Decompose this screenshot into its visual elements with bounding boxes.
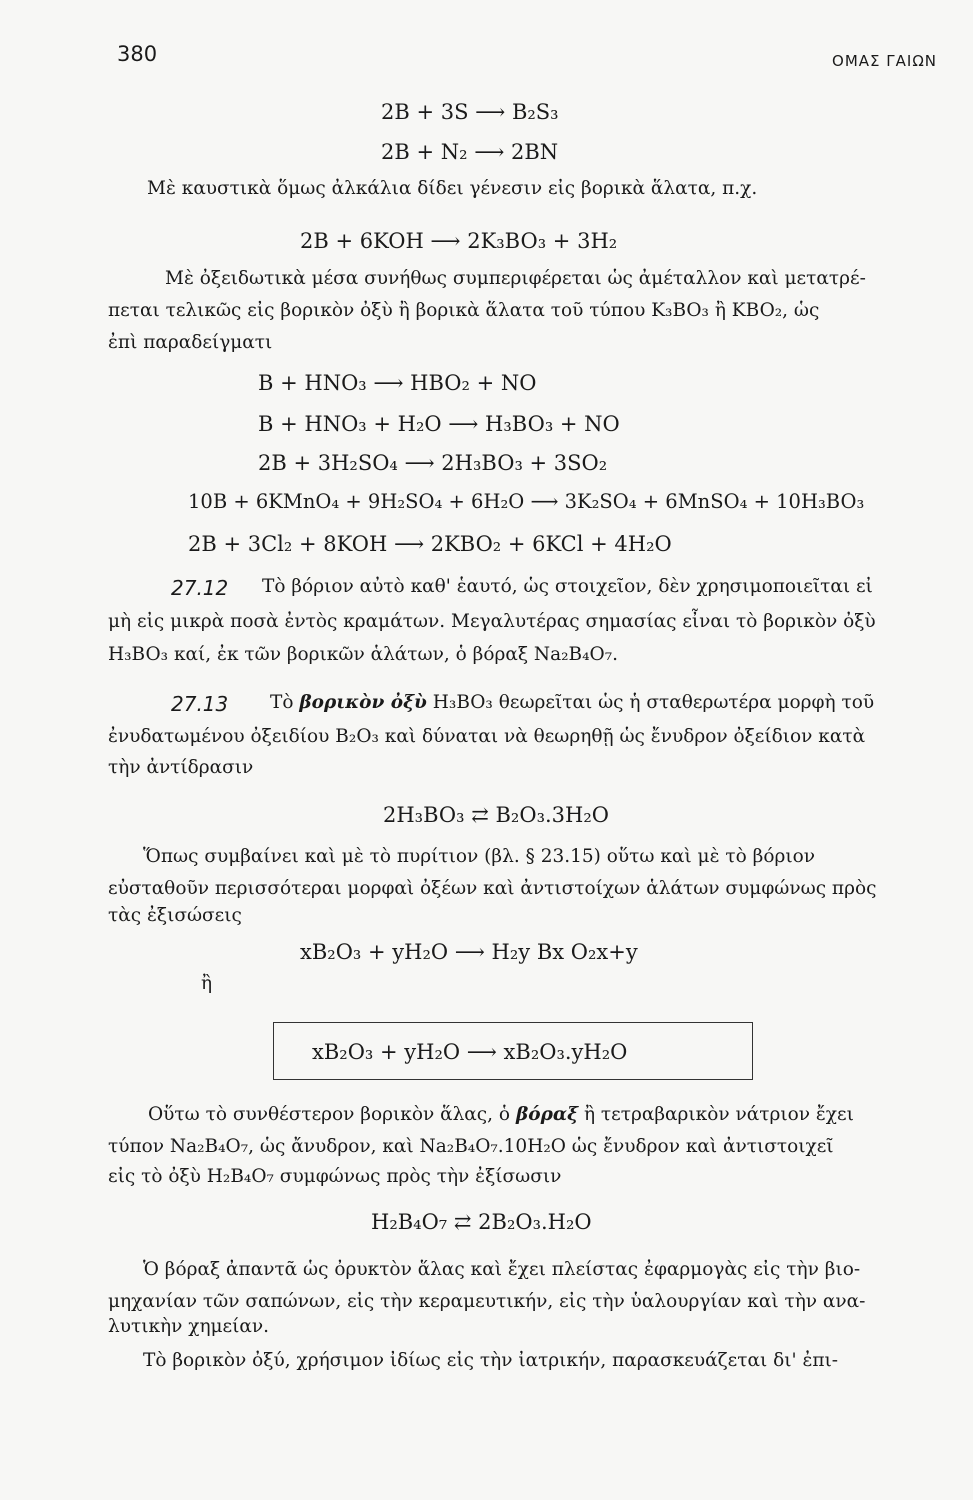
- text-line: Τὸ βορικὸν ὀξύ, χρήσιμον ἰδίως εἰς τὴν ἰατρικήν, παρασκευάζεται δι' ἐπι-: [143, 1350, 839, 1371]
- text-line: πεται τελικῶς εἰς βορικὸν ὀξὺ ἢ βορικὰ ἅλατα τοῦ τύπου K₃BO₃ ἢ KBO₂, ὡς: [108, 300, 820, 321]
- equation-9: 2H₃BO₃ ⇄ B₂O₃.3H₂O: [383, 803, 609, 827]
- equation-8: 2B + 3Cl₂ + 8KOH ⟶ 2KBO₂ + 6KCl + 4H₂O: [188, 532, 672, 556]
- text-line: τὴν ἀντίδρασιν: [108, 757, 254, 778]
- emphasis-term: βορικὸν ὀξὺ: [299, 692, 427, 713]
- text-line: ἐνυδατωμένου ὀξειδίου B₂O₃ καὶ δύναται νὰ θεωρηθῇ ὡς ἔνυδρον ὀξείδιον κατὰ: [108, 726, 866, 747]
- section-number: 27.13: [171, 692, 229, 716]
- text-line: Ὁ βόραξ ἀπαντᾶ ὡς ὀρυκτὸν ἅλας καὶ ἔχει πλείστας ἐφαρμογὰς εἰς τὴν βιο-: [143, 1259, 861, 1280]
- equation-2: 2B + N₂ ⟶ 2BN: [381, 140, 559, 164]
- equation-11: xB₂O₃ + yH₂O ⟶ xB₂O₃.yH₂O: [312, 1040, 628, 1064]
- text-span: Οὕτω τὸ συνθέστερον βορικὸν ἅλας, ὁ: [148, 1104, 511, 1125]
- text-line: τὰς ἐξισώσεις: [108, 905, 242, 926]
- text-line: Mὲ ὀξειδωτικὰ μέσα συνήθως συμπεριφέρεται ὡς ἀμέταλλον καὶ μετατρέ-: [165, 268, 866, 289]
- text-span: Τὸ: [270, 692, 294, 713]
- text-line: [148, 1106, 854, 1125]
- text-line: ἐπὶ παραδείγματι: [108, 332, 273, 353]
- equation-12: H₂B₄O₇ ⇄ 2B₂O₃.H₂O: [371, 1210, 592, 1234]
- running-head: ΟΜΑΣ ΓΑΙΩΝ: [832, 52, 937, 70]
- equation-4: B + HNO₃ ⟶ HBO₂ + NO: [258, 371, 537, 395]
- equation-3: 2B + 6KOH ⟶ 2K₃BO₃ + 3H₂: [300, 229, 618, 253]
- equation-6: 2B + 3H₂SO₄ ⟶ 2H₃BO₃ + 3SO₂: [258, 451, 608, 475]
- text-line: εἰς τὸ ὀξὺ H₂B₄O₇ συμφώνως πρὸς τὴν ἐξίσωσιν: [108, 1166, 562, 1187]
- emphasis-term: βόραξ: [515, 1104, 579, 1125]
- text-line: Τὸ βόριον αὐτὸ καθ' ἑαυτό, ὡς στοιχεῖον, δὲν χρησιμοποιεῖται εἰ: [262, 576, 873, 597]
- equation-1: 2B + 3S ⟶ B₂S₃: [381, 100, 559, 124]
- equation-7: 10B + 6KMnO₄ + 9H₂SO₄ + 6H₂O ⟶ 3K₂SO₄ + 6MnSO₄ + 10H₃BO₃: [188, 490, 865, 513]
- text-line: [270, 694, 874, 713]
- text-line: Mὲ καυστικὰ ὅμως ἀλκάλια δίδει γένεσιν εἰς βορικὰ ἅλατα, π.χ.: [147, 178, 758, 199]
- text-line: μηχανίαν τῶν σαπώνων, εἰς τὴν κεραμευτικήν, εἰς τὴν ὑαλουργίαν καὶ τὴν ανα-: [108, 1291, 866, 1312]
- page-number: 380: [117, 42, 158, 66]
- text-line: μὴ εἰς μικρὰ ποσὰ ἐντὸς κραμάτων. Μεγαλυτέρας σημασίας εἶναι τὸ βορικὸν ὀξὺ: [108, 611, 876, 632]
- text-line: Ὅπως συμβαίνει καὶ μὲ τὸ πυρίτιον (βλ. § 23.15) οὕτω καὶ μὲ τὸ βόριον: [143, 846, 815, 867]
- or-connector: ἢ: [201, 973, 213, 994]
- text-span: ἢ τετραβαρικὸν νάτριον ἔχει: [583, 1104, 854, 1125]
- text-line: λυτικὴν χημείαν.: [108, 1316, 270, 1337]
- equation-10: xB₂O₃ + yH₂O ⟶ H₂y Bx O₂x+y: [300, 940, 638, 964]
- equation-5: B + HNO₃ + H₂O ⟶ H₃BO₃ + NO: [258, 412, 620, 436]
- text-line: τύπον Na₂B₄O₇, ὡς ἄνυδρον, καὶ Na₂B₄O₇.10H₂O ὡς ἔνυδρον καὶ ἀντιστοιχεῖ: [108, 1136, 834, 1157]
- text-span: H₃BO₃ θεωρεῖται ὡς ἡ σταθερωτέρα μορφὴ τοῦ: [432, 692, 875, 713]
- text-line: εὐσταθοῦν περισσότεραι μορφαὶ ὀξέων καὶ ἀντιστοίχων ἁλάτων συμφώνως πρὸς: [108, 878, 877, 899]
- text-line: H₃BO₃ καί, ἐκ τῶν βορικῶν ἁλάτων, ὁ βόραξ Na₂B₄O₇.: [108, 644, 619, 665]
- section-number: 27.12: [171, 576, 229, 600]
